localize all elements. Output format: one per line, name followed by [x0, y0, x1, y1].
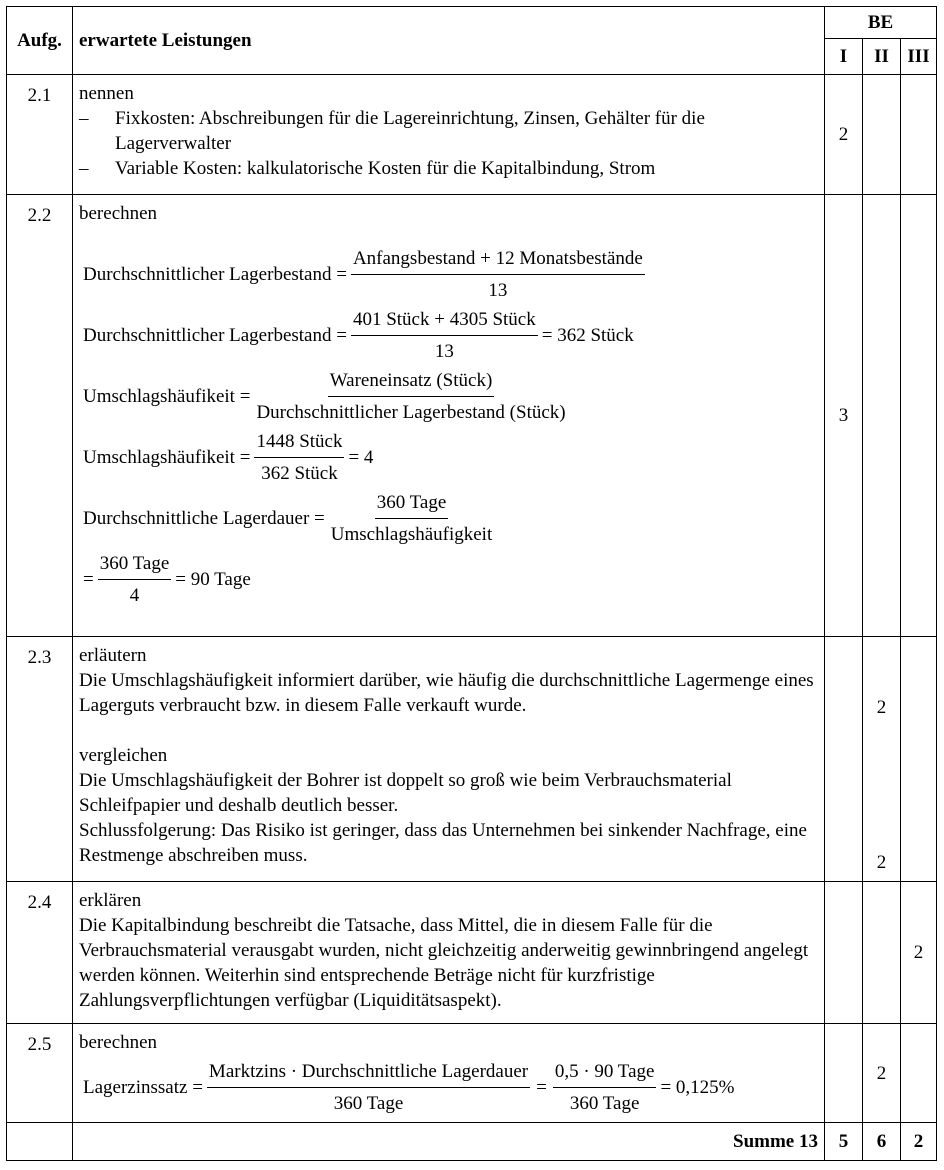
formula-result: = 90 Tage	[175, 569, 251, 590]
formula-lhs: Umschlagshäufikeit =	[83, 386, 251, 407]
task-content	[73, 195, 825, 637]
operator-verb: berechnen	[79, 203, 158, 224]
fraction	[254, 429, 344, 486]
fraction	[329, 490, 494, 547]
task-number: 2.3	[7, 637, 73, 882]
task-content	[73, 637, 825, 882]
bullet-text: Fixkosten: Abschreibungen für die Lagereinrichtung, Zinsen, Gehälter für die Lagerverwalter	[115, 108, 705, 154]
numerator: 1448 Stück	[254, 429, 344, 458]
summe-iii: 2	[901, 1123, 937, 1161]
be-ii-value	[863, 195, 901, 637]
header-aufg: Aufg.	[7, 7, 73, 75]
be-iii-value: 2	[901, 882, 937, 1024]
bullet-dash: –	[79, 108, 89, 129]
task-content	[73, 882, 825, 1024]
numerator: 360 Tage	[375, 490, 449, 519]
numerator: 0,5 · 90 Tage	[553, 1059, 657, 1088]
numerator: Wareneinsatz (Stück)	[328, 368, 495, 397]
denominator: 360 Tage	[569, 1093, 640, 1114]
equals-sign: =	[536, 1077, 547, 1098]
be-i-value: 2	[825, 75, 863, 195]
task-content	[73, 1024, 825, 1123]
row-2-3	[7, 637, 937, 882]
operator-verb: berechnen	[79, 1032, 158, 1053]
header-col-iii: III	[901, 39, 937, 75]
be-ii-value	[863, 75, 901, 195]
denominator: Umschlagshäufigkeit	[330, 524, 493, 545]
denominator: 362 Stück	[261, 463, 338, 484]
header-leistungen: erwartete Leistungen	[73, 7, 825, 75]
numerator: Anfangsbestand + 12 Monatsbestände	[351, 246, 645, 275]
be-ii-value	[863, 882, 901, 1024]
summe-label: Summe 13	[73, 1123, 825, 1161]
formula-result: = 362 Stück	[541, 325, 634, 346]
fraction	[207, 1059, 530, 1116]
formula-avg-stock-calc	[83, 307, 818, 364]
task-number: 2.4	[7, 882, 73, 1024]
be-iii-value	[901, 1024, 937, 1123]
numerator: 401 Stück + 4305 Stück	[351, 307, 538, 336]
operator-verb: erläutern	[79, 645, 147, 666]
be-ii-part-a: 2	[876, 697, 887, 718]
row-2-2	[7, 195, 937, 637]
summe-ii: 6	[863, 1123, 901, 1161]
fraction	[98, 551, 172, 608]
fraction	[553, 1059, 657, 1116]
formula-lhs: Umschlagshäufikeit =	[83, 447, 251, 468]
denominator: 4	[129, 585, 140, 606]
be-i-value: 3	[825, 195, 863, 637]
task-number: 2.5	[7, 1024, 73, 1123]
formula-avg-stock-def	[83, 246, 818, 303]
fraction	[351, 246, 645, 303]
denominator: Durchschnittlicher Lagerbestand (Stück)	[256, 402, 566, 423]
be-ii-part-b: 2	[876, 852, 887, 873]
header-be: BE	[825, 7, 937, 39]
summe-i: 5	[825, 1123, 863, 1161]
formula-turnover-def	[83, 368, 818, 425]
list-item	[79, 156, 818, 181]
formula-duration-def	[83, 490, 818, 547]
row-2-4	[7, 882, 937, 1024]
fraction	[351, 307, 538, 364]
row-2-5	[7, 1024, 937, 1123]
formula-turnover-calc	[83, 429, 818, 486]
formula-lhs: =	[83, 569, 94, 590]
summe-empty-cell	[7, 1123, 73, 1161]
task-content	[73, 75, 825, 195]
numerator: 360 Tage	[98, 551, 172, 580]
bullet-text: Variable Kosten: kalkulatorische Kosten für die Kapitalbindung, Strom	[115, 158, 656, 179]
denominator: 13	[488, 280, 508, 301]
list-item	[79, 106, 818, 156]
answer-text: Die Umschlagshäufigkeit der Bohrer ist doppelt so groß wie beim Verbrauchsmaterial Schleifpapier und deshalb deutlich besser.	[79, 770, 732, 816]
formula-result: = 4	[348, 447, 374, 468]
row-2-1	[7, 75, 937, 195]
be-iii-value	[901, 75, 937, 195]
formula-lhs: Durchschnittlicher Lagerbestand =	[83, 325, 347, 346]
be-i-value	[825, 1024, 863, 1123]
formula-lhs: Durchschnittlicher Lagerbestand =	[83, 264, 347, 285]
operator-verb: erklären	[79, 890, 142, 911]
header-col-i: I	[825, 39, 863, 75]
formula-duration-calc	[83, 551, 818, 608]
task-number: 2.1	[7, 75, 73, 195]
be-iii-value	[901, 195, 937, 637]
answer-text: Die Kapitalbindung beschreibt die Tatsache, dass Mittel, die in diesem Falle für die Verbrauchsmaterial verausgabt wurden, nicht gleichzeitig anderweitig gewinnbringend angelegt werden können. Weiterhin sind entsprechende Beträge nicht für kurzfristige Zahlungsverpflichtungen verfügbar (Liquiditätsaspekt).	[79, 915, 809, 1011]
be-ii-value	[863, 637, 901, 882]
numerator: Marktzins · Durchschnittliche Lagerdauer	[207, 1059, 530, 1088]
be-iii-value	[901, 637, 937, 882]
answer-text: Schlussfolgerung: Das Risiko ist geringer, dass das Unternehmen bei sinkender Nachfrage, eine Restmenge abschreiben muss.	[79, 820, 807, 866]
be-i-value	[825, 637, 863, 882]
formula-result: = 0,125%	[660, 1077, 735, 1098]
answer-text: Die Umschlagshäufigkeit informiert darüber, wie häufig die durchschnittliche Lagermenge eines Lagerguts verbraucht bzw. in diesem Falle verkauft wurde.	[79, 670, 814, 716]
row-summe	[7, 1123, 937, 1161]
task-number: 2.2	[7, 195, 73, 637]
bullet-dash: –	[79, 158, 89, 179]
grading-table	[6, 6, 937, 1161]
formula-lhs: Durchschnittliche Lagerdauer =	[83, 508, 325, 529]
denominator: 360 Tage	[333, 1093, 404, 1114]
operator-verb: nennen	[79, 83, 134, 104]
be-ii-value: 2	[863, 1024, 901, 1123]
denominator: 13	[434, 341, 454, 362]
header-col-ii: II	[863, 39, 901, 75]
formula-interest-rate	[83, 1059, 818, 1116]
be-i-value	[825, 882, 863, 1024]
operator-verb: vergleichen	[79, 745, 168, 766]
fraction	[254, 368, 567, 425]
formula-lhs: Lagerzinssatz =	[83, 1077, 203, 1098]
